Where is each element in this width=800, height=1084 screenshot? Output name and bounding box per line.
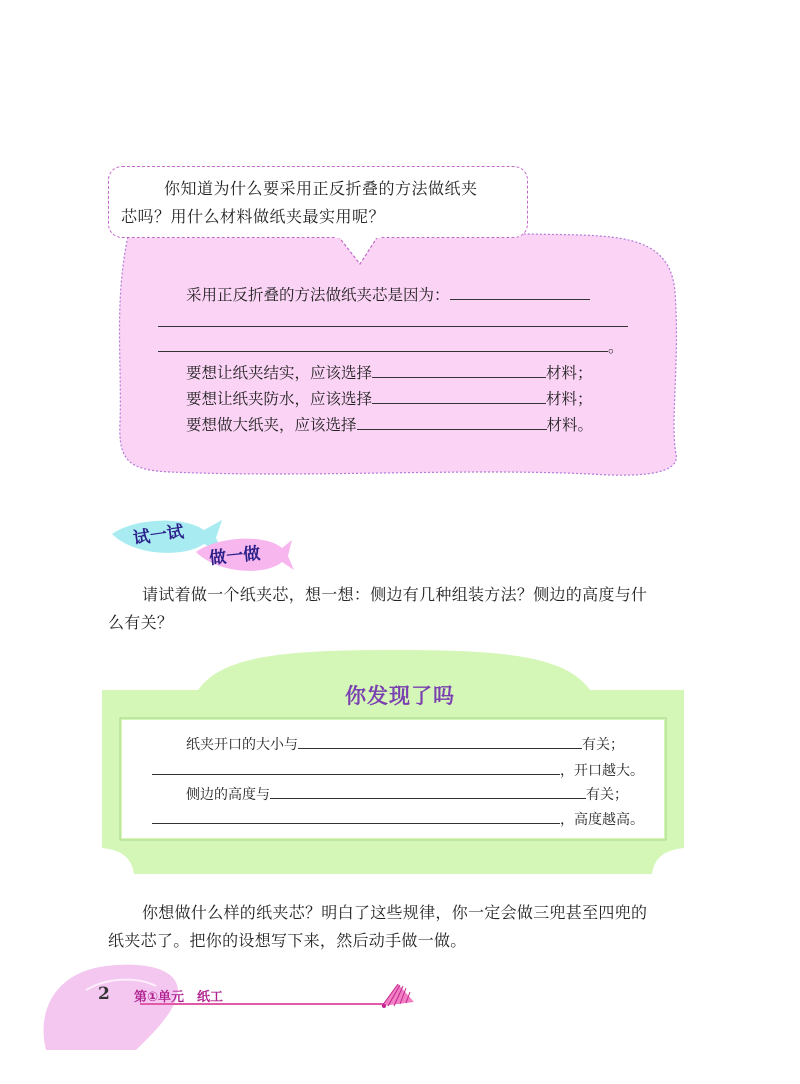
reason-row: [186, 281, 590, 308]
sturdy-label: 要想让纸夹结实，应该选择: [186, 364, 373, 382]
height-cond-suffix: ，高度越高。: [560, 812, 644, 828]
try-word-2: 做一做: [208, 543, 262, 569]
instruction-line-2: 么有关？: [108, 613, 174, 632]
unit-label: 第①单元 纸工: [134, 990, 224, 1005]
waterproof-label: 要想让纸夹防水，应该选择: [186, 390, 373, 408]
bubble-tail: [330, 234, 390, 266]
height-cond-blank[interactable]: [152, 808, 560, 824]
fan-icon: [378, 982, 418, 1010]
waterproof-row: [186, 385, 593, 412]
discovery-title: 你发现了吗: [345, 684, 455, 708]
opening-size-label: 纸夹开口的大小与: [186, 737, 298, 753]
reason-end-mark: 。: [608, 338, 624, 356]
reason-label: 采用正反折叠的方法做纸夹芯是因为：: [186, 286, 450, 304]
opening-cond-blank[interactable]: [152, 759, 560, 775]
sturdy-suffix: 材料；: [546, 364, 593, 382]
try-word-1: 试一试: [131, 522, 186, 549]
opening-size-suffix: 有关；: [582, 737, 624, 753]
reason-row-3: [158, 333, 624, 360]
closing-line-1: 你想做什么样的纸夹芯？明白了这些规律，你一定会做三兜甚至四兜的: [142, 903, 648, 922]
question-line-1: 你知道为什么要采用正反折叠的方法做纸夹: [164, 179, 478, 198]
big-blank[interactable]: [357, 411, 547, 430]
question-line-2: 芯吗？用什么材料做纸夹最实用呢？: [121, 207, 386, 226]
big-row: [186, 411, 593, 438]
footer-decoration: [36, 960, 266, 1050]
try-heading-badge: [104, 512, 294, 582]
discovery-row-4: [152, 808, 644, 831]
sturdy-row: [186, 359, 593, 386]
closing-line-2: 纸夹芯了。把你的设想写下来，然后动手做一做。: [108, 931, 467, 950]
discovery-row-2: [152, 759, 644, 782]
reason-blank-line-2[interactable]: [158, 326, 628, 327]
discovery-row-1: [186, 733, 624, 756]
side-height-label: 侧边的高度与: [186, 787, 270, 803]
reason-blank-line-3[interactable]: [158, 333, 608, 352]
reason-blank[interactable]: [450, 281, 590, 300]
side-height-suffix: 有关；: [586, 787, 628, 803]
page-number: 2: [98, 984, 110, 1004]
waterproof-suffix: 材料；: [546, 390, 593, 408]
big-suffix: 材料。: [546, 416, 594, 434]
opening-cond-suffix: ，开口越大。: [560, 763, 644, 779]
sturdy-blank[interactable]: [372, 359, 546, 378]
waterproof-blank[interactable]: [372, 385, 546, 404]
opening-size-blank[interactable]: [298, 733, 582, 749]
big-label: 要想做大纸夹，应该选择: [186, 416, 357, 434]
discovery-row-3: [186, 783, 628, 806]
side-height-blank[interactable]: [270, 783, 586, 799]
instruction-line-1: 请试着做一个纸夹芯，想一想：侧边有几种组装方法？侧边的高度与什: [142, 585, 648, 604]
